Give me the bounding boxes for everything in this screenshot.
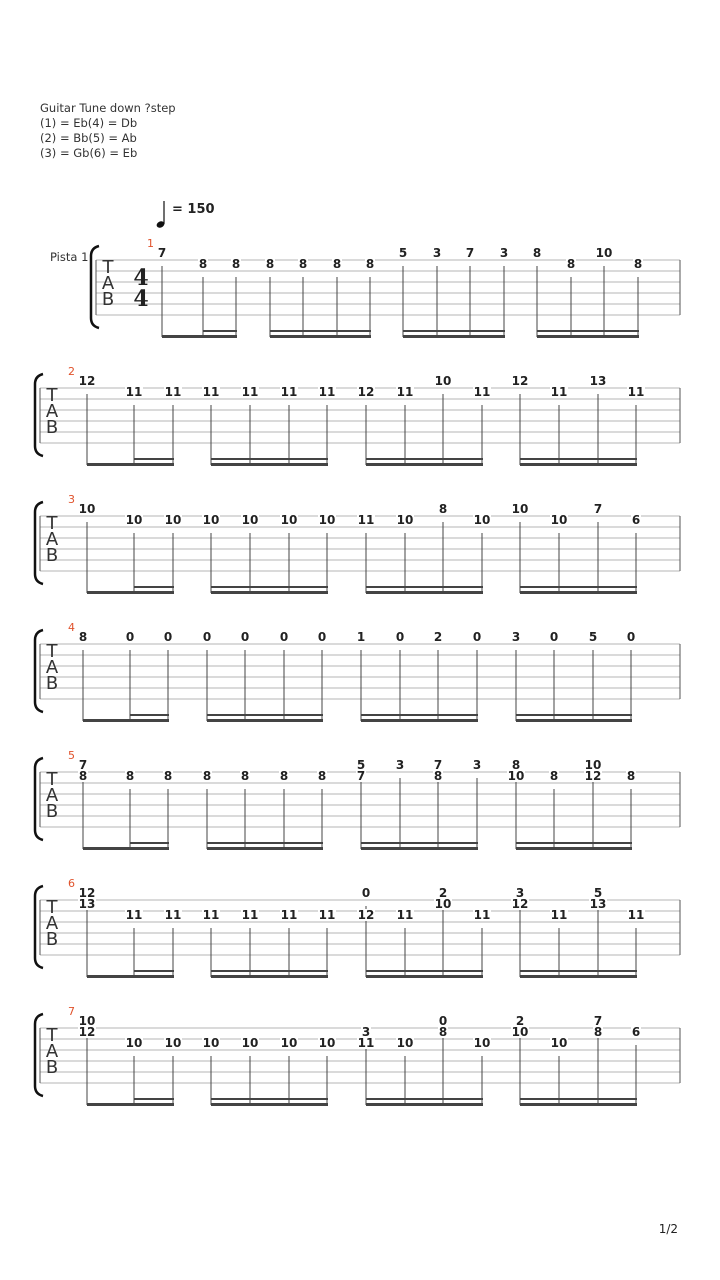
fret-number: 12 <box>584 769 602 783</box>
beam <box>366 591 483 594</box>
fret-number: 10 <box>164 1036 182 1050</box>
fret-number: 8 <box>231 257 241 271</box>
beam <box>134 970 174 972</box>
beam <box>537 330 639 332</box>
beam <box>87 463 174 466</box>
beam <box>403 330 505 332</box>
tab-clef-letter: B <box>45 545 59 566</box>
fret-number: 8 <box>317 769 327 783</box>
fret-number: 11 <box>318 385 336 399</box>
beam <box>520 1098 637 1100</box>
fret-number: 12 <box>511 897 529 911</box>
fret-number: 13 <box>589 374 607 388</box>
fret-number: 11 <box>125 385 143 399</box>
beam <box>520 970 637 972</box>
fret-number: 8 <box>593 1025 603 1039</box>
fret-number: 11 <box>473 385 491 399</box>
beam <box>162 335 237 338</box>
fret-number: 0 <box>279 630 289 644</box>
fret-number: 10 <box>202 1036 220 1050</box>
fret-number: 0 <box>395 630 405 644</box>
tab-clef-letter: T <box>46 641 58 662</box>
fret-number: 3 <box>432 246 442 260</box>
fret-number: 5 <box>588 630 598 644</box>
system-bracket <box>35 1014 43 1096</box>
beam <box>516 719 632 722</box>
beam <box>366 975 483 978</box>
beam <box>366 1098 483 1100</box>
fret-number: 0 <box>125 630 135 644</box>
fret-number: 8 <box>332 257 342 271</box>
beam <box>203 330 237 332</box>
beam <box>87 591 174 594</box>
fret-number: 0 <box>240 630 250 644</box>
fret-number: 10 <box>511 1025 529 1039</box>
system-bracket <box>35 758 43 840</box>
fret-number: 10 <box>434 897 452 911</box>
fret-number: 11 <box>357 1036 375 1050</box>
fret-number: 10 <box>241 1036 259 1050</box>
beam <box>361 847 478 850</box>
beam <box>361 842 478 844</box>
tab-clef-letter: T <box>46 1025 58 1046</box>
fret-number: 10 <box>125 1036 143 1050</box>
tab-system <box>35 886 680 978</box>
fret-number: 3 <box>499 246 509 260</box>
tab-clef-letter: A <box>101 273 115 294</box>
fret-number: 10 <box>550 513 568 527</box>
beam <box>207 842 323 844</box>
fret-number: 7 <box>593 502 603 516</box>
fret-number: 8 <box>163 769 173 783</box>
beam <box>366 586 483 588</box>
bar-number: 6 <box>68 877 75 890</box>
fret-number: 10 <box>78 502 96 516</box>
fret-number: 12 <box>357 385 375 399</box>
fret-number: 11 <box>357 513 375 527</box>
beam <box>211 975 328 978</box>
beam <box>211 463 328 466</box>
fret-number: 10 <box>473 1036 491 1050</box>
beam <box>270 335 371 338</box>
fret-number: 8 <box>125 769 135 783</box>
fret-number: 12 <box>78 374 96 388</box>
fret-number: 12 <box>357 908 375 922</box>
fret-number: 8 <box>566 257 576 271</box>
bar-number: 2 <box>68 365 75 378</box>
beam <box>520 586 637 588</box>
system-bracket <box>91 246 99 328</box>
fret-number: 5 <box>356 758 366 772</box>
fret-number: 2 <box>438 886 448 900</box>
beam <box>211 458 328 460</box>
beam <box>516 842 632 844</box>
tab-clef-letter: A <box>45 785 59 806</box>
fret-number: 11 <box>550 908 568 922</box>
beam <box>134 1098 174 1100</box>
beam <box>366 458 483 460</box>
tab-clef-letter: T <box>46 769 58 790</box>
tab-clef-letter: B <box>45 673 59 694</box>
fret-number: 11 <box>318 908 336 922</box>
fret-number: 10 <box>164 513 182 527</box>
page-number: 1/2 <box>658 1222 678 1236</box>
fret-number: 6 <box>631 1025 641 1039</box>
fret-number: 8 <box>198 257 208 271</box>
fret-number: 11 <box>164 908 182 922</box>
fret-number: 8 <box>202 769 212 783</box>
beam <box>211 1103 328 1106</box>
fret-number: 0 <box>361 886 371 900</box>
beam <box>83 719 169 722</box>
fret-number: 2 <box>515 1014 525 1028</box>
bar-number: 7 <box>68 1005 75 1018</box>
tab-clef-letter: T <box>102 257 114 278</box>
fret-number: 13 <box>589 897 607 911</box>
beam <box>366 970 483 972</box>
beam <box>520 975 637 978</box>
tuning-line: (2) = Bb(5) = Ab <box>40 131 137 145</box>
fret-number: 8 <box>78 769 88 783</box>
fret-number: 11 <box>241 908 259 922</box>
tab-system <box>91 246 680 338</box>
tuning-line: (3) = Gb(6) = Eb <box>40 146 138 160</box>
fret-number: 3 <box>472 758 482 772</box>
beam <box>207 847 323 850</box>
fret-number: 0 <box>202 630 212 644</box>
tab-clef-letter: A <box>45 1041 59 1062</box>
fret-number: 12 <box>511 374 529 388</box>
fret-number: 3 <box>395 758 405 772</box>
tab-clef-letter: B <box>45 929 59 950</box>
fret-number: 10 <box>396 513 414 527</box>
beam <box>403 335 505 338</box>
fret-number: 8 <box>511 758 521 772</box>
beam <box>211 586 328 588</box>
fret-number: 10 <box>511 502 529 516</box>
fret-number: 10 <box>125 513 143 527</box>
fret-number: 7 <box>593 1014 603 1028</box>
beam <box>134 586 174 588</box>
beam <box>537 335 639 338</box>
fret-number: 8 <box>240 769 250 783</box>
beam <box>87 1103 174 1106</box>
fret-number: 10 <box>434 374 452 388</box>
time-signature-bottom: 4 <box>133 286 149 312</box>
fret-number: 8 <box>265 257 275 271</box>
fret-number: 12 <box>78 1025 96 1039</box>
time-signature-top: 4 <box>133 265 149 291</box>
fret-number: 10 <box>318 1036 336 1050</box>
tab-clef-letter: B <box>101 289 115 310</box>
fret-number: 10 <box>584 758 602 772</box>
bar-number: 4 <box>68 621 75 634</box>
fret-number: 8 <box>438 1025 448 1039</box>
fret-number: 10 <box>318 513 336 527</box>
beam <box>516 714 632 716</box>
fret-number: 7 <box>78 758 88 772</box>
fret-number: 8 <box>626 769 636 783</box>
system-bracket <box>35 374 43 456</box>
beam <box>134 458 174 460</box>
fret-number: 0 <box>626 630 636 644</box>
beam <box>211 1098 328 1100</box>
fret-number: 10 <box>550 1036 568 1050</box>
fret-number: 11 <box>627 908 645 922</box>
tab-clef-letter: T <box>46 897 58 918</box>
beam <box>520 463 637 466</box>
beam <box>361 714 478 716</box>
fret-number: 2 <box>433 630 443 644</box>
fret-number: 11 <box>202 908 220 922</box>
fret-number: 8 <box>549 769 559 783</box>
tab-clef-letter: T <box>46 385 58 406</box>
fret-number: 0 <box>472 630 482 644</box>
fret-number: 11 <box>280 385 298 399</box>
system-bracket <box>35 886 43 968</box>
beam <box>516 847 632 850</box>
beam <box>520 591 637 594</box>
fret-number: 11 <box>202 385 220 399</box>
fret-number: 10 <box>241 513 259 527</box>
fret-number: 13 <box>78 897 96 911</box>
bar-number: 5 <box>68 749 75 762</box>
fret-number: 11 <box>550 385 568 399</box>
fret-number: 7 <box>356 769 366 783</box>
fret-number: 5 <box>593 886 603 900</box>
fret-number: 11 <box>125 908 143 922</box>
fret-number: 0 <box>549 630 559 644</box>
fret-number: 3 <box>511 630 521 644</box>
system-bracket <box>35 630 43 712</box>
beam <box>83 847 169 850</box>
tab-clef-letter: T <box>46 513 58 534</box>
fret-number: 5 <box>398 246 408 260</box>
beam <box>366 1103 483 1106</box>
beam <box>87 975 174 978</box>
fret-number: 11 <box>396 908 414 922</box>
fret-number: 10 <box>473 513 491 527</box>
tempo-marking: = 150 <box>172 202 215 217</box>
tuning-line: (1) = Eb(4) = Db <box>40 116 138 130</box>
track-name: Pista 1 <box>50 250 89 264</box>
fret-number: 10 <box>280 1036 298 1050</box>
fret-number: 11 <box>280 908 298 922</box>
tab-system <box>35 1014 680 1106</box>
fret-number: 1 <box>356 630 366 644</box>
fret-number: 0 <box>438 1014 448 1028</box>
fret-number: 10 <box>280 513 298 527</box>
beam <box>361 719 478 722</box>
fret-number: 11 <box>241 385 259 399</box>
tab-clef-letter: A <box>45 657 59 678</box>
beam <box>520 1103 637 1106</box>
system-bracket <box>35 502 43 584</box>
beam <box>211 970 328 972</box>
tab-clef-letter: A <box>45 529 59 550</box>
bar-number: 3 <box>68 493 75 506</box>
tab-clef-letter: A <box>45 401 59 422</box>
beam <box>130 842 169 844</box>
fret-number: 8 <box>365 257 375 271</box>
fret-number: 8 <box>279 769 289 783</box>
fret-number: 8 <box>78 630 88 644</box>
beam <box>211 591 328 594</box>
fret-number: 7 <box>157 246 167 260</box>
fret-number: 11 <box>164 385 182 399</box>
fret-number: 0 <box>317 630 327 644</box>
tuning-title: Guitar Tune down ?step <box>40 101 176 115</box>
fret-number: 10 <box>595 246 613 260</box>
tab-clef-letter: B <box>45 1057 59 1078</box>
fret-number: 11 <box>473 908 491 922</box>
beam <box>207 719 323 722</box>
fret-number: 10 <box>202 513 220 527</box>
fret-number: 8 <box>433 769 443 783</box>
beam <box>207 714 323 716</box>
beam <box>520 458 637 460</box>
bar-number: 1 <box>147 237 154 250</box>
fret-number: 11 <box>396 385 414 399</box>
fret-number: 7 <box>433 758 443 772</box>
fret-number: 3 <box>515 886 525 900</box>
fret-number: 8 <box>532 246 542 260</box>
fret-number: 7 <box>465 246 475 260</box>
fret-number: 10 <box>78 1014 96 1028</box>
tab-clef-letter: B <box>45 801 59 822</box>
fret-number: 8 <box>633 257 643 271</box>
fret-number: 11 <box>627 385 645 399</box>
fret-number: 8 <box>438 502 448 516</box>
beam <box>270 330 371 332</box>
fret-number: 6 <box>631 513 641 527</box>
fret-number: 10 <box>396 1036 414 1050</box>
fret-number: 8 <box>298 257 308 271</box>
tab-clef-letter: A <box>45 913 59 934</box>
tab-clef-letter: B <box>45 417 59 438</box>
beam <box>366 463 483 466</box>
fret-number: 12 <box>78 886 96 900</box>
fret-number: 0 <box>163 630 173 644</box>
fret-number: 3 <box>361 1025 371 1039</box>
fret-number: 10 <box>507 769 525 783</box>
beam <box>130 714 169 716</box>
